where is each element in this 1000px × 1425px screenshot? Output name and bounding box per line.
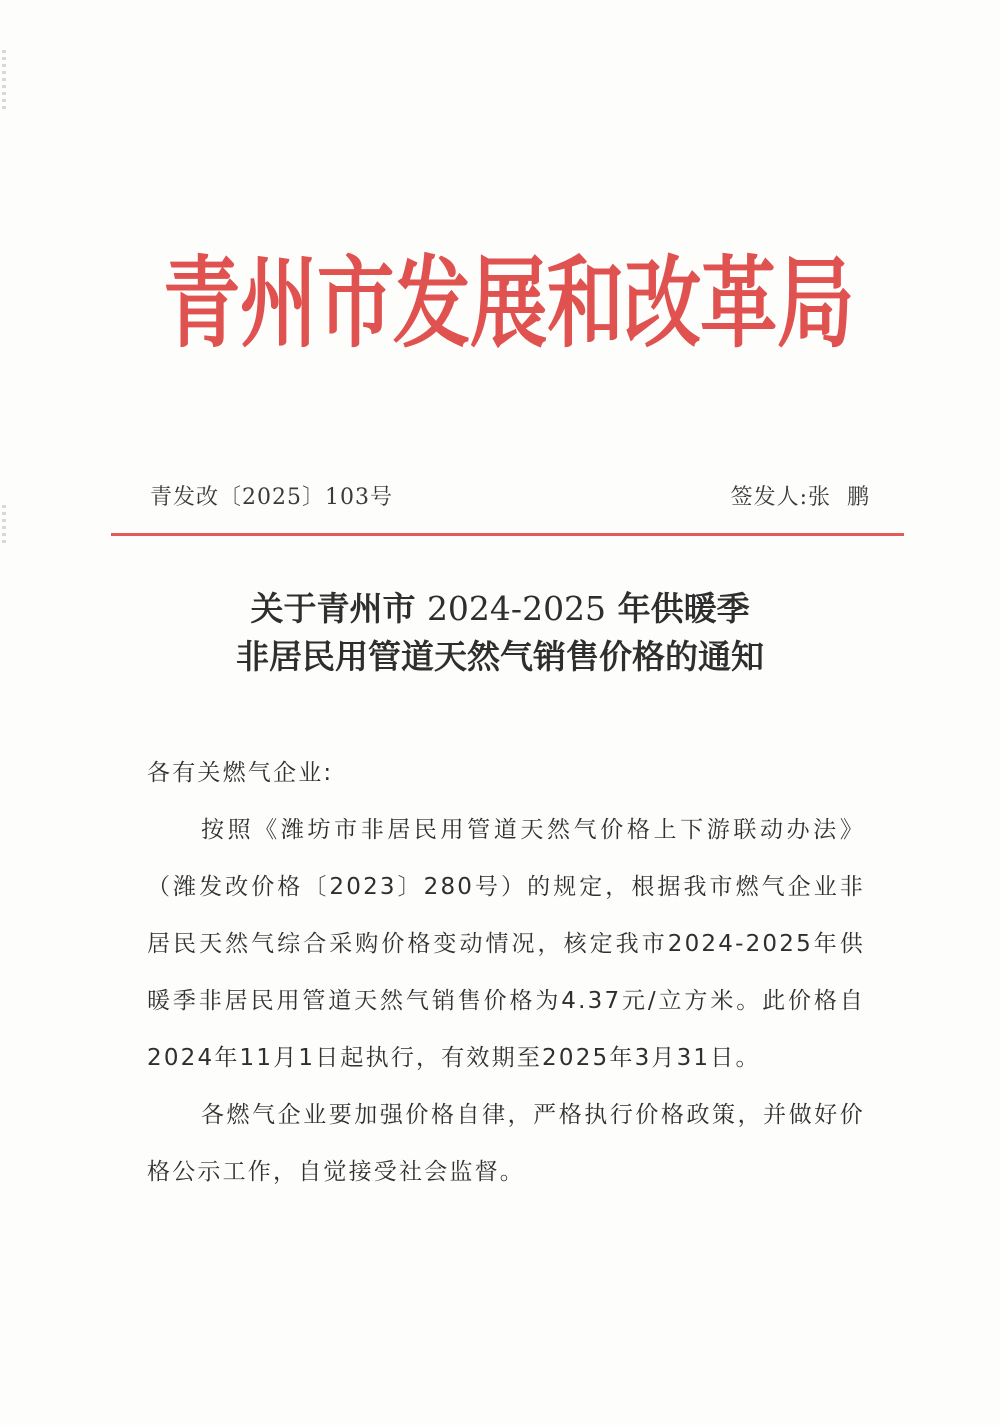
masthead-char: 市: [316, 243, 394, 361]
document-meta-line: [150, 480, 870, 511]
title-prefix: 关于青州市: [250, 589, 416, 628]
masthead-char: 展: [470, 243, 548, 361]
masthead-char: 局: [777, 243, 855, 361]
signer-label: 签发人:: [730, 485, 808, 510]
masthead-char: 和: [546, 243, 625, 361]
body-paragraph: 各燃气企业要加强价格自律，严格执行价格政策，并做好价格公示工作，自觉接受社会监督。: [147, 1102, 865, 1185]
signer-name: 张 鹏: [808, 485, 870, 510]
masthead-char: 改: [623, 243, 701, 361]
salutation: 各有关燃气企业:: [147, 760, 334, 786]
document-number: 青发改〔2025〕103号: [150, 485, 393, 510]
document-body: [147, 745, 865, 1201]
title-line-2: 非居民用管道天然气销售价格的通知: [236, 637, 764, 676]
title-suffix: 年供暖季: [617, 589, 750, 628]
masthead-char: 革: [700, 243, 778, 361]
body-paragraph: 按照《潍坊市非居民用管道天然气价格上下游联动办法》（潍发改价格〔2023〕280号）的规定，根据我市燃气企业非居民天然气综合采购价格变动情况，核定我市2024-2025年供暖季非居民用管道天然气销售价格为4.37元/立方米。此价格自2024年11月1日起执行，有效期至2025年3月31日。: [147, 817, 865, 1071]
scan-margin-mark: [2, 50, 6, 110]
signer: [731, 480, 870, 511]
agency-masthead: [160, 235, 855, 371]
document-title: [0, 585, 1000, 681]
masthead-char: 州: [239, 243, 318, 361]
red-divider-rule: [111, 533, 904, 536]
title-years: 2024-2025: [426, 589, 607, 628]
masthead-char: 发: [393, 243, 471, 361]
scan-margin-mark: [2, 505, 6, 545]
masthead-char: 青: [163, 243, 241, 361]
title-line-1: [0, 585, 1000, 633]
